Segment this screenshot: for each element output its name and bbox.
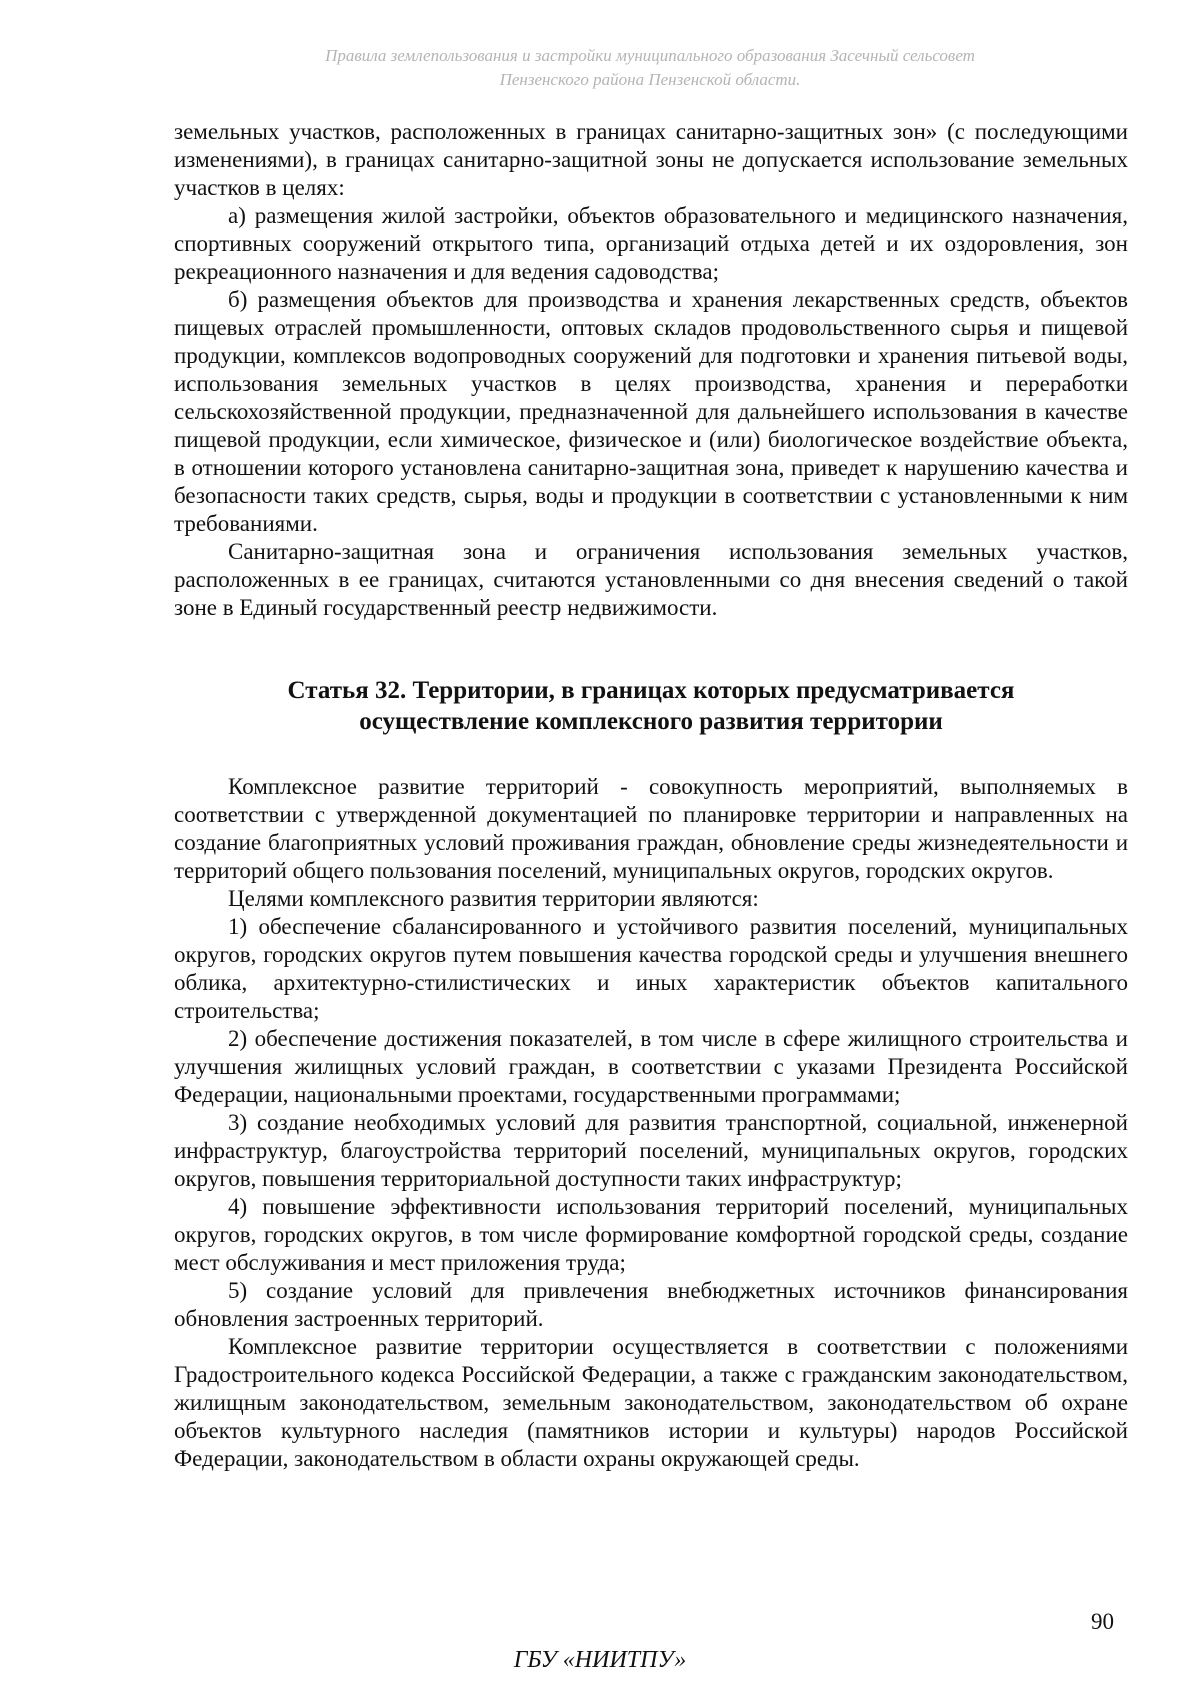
article-paragraph-legislation: Комплексное развитие территории осуществляется в соответствии с положениями Градостроительного кодекса Российской Федерации, а также с гражданским законодательством, жилищным законодательством, земельным законодательством, законодательством об охране объектов культурного наследия (памятников истории и культуры) народов Российской Федерации, законодательством в области охраны окружающей среды.: [174, 1334, 1128, 1471]
article-goal-4: 4) повышение эффективности использования территорий поселений, муниципальных округов, городских округов, в том числе формирование комфортной городской среды, создание мест обслуживания и мест приложения труда;: [174, 1194, 1128, 1275]
article-heading-line-1: Статья 32. Территории, в границах которых предусматривается: [287, 677, 1015, 704]
running-header-line-1: Правила землепользования и застройки муниципального образования Засечный сельсовет: [325, 46, 975, 65]
page-footer: ГБУ «НИИТПУ»: [513, 1647, 687, 1673]
article-goal-5: 5) создание условий для привлечения внебюджетных источников финансирования обновления застроенных территорий.: [174, 1278, 1128, 1331]
article-heading-line-2: осуществление комплексного развития территории: [359, 708, 943, 735]
article-heading: [174, 675, 1128, 737]
page-number: 90: [1091, 1609, 1114, 1634]
running-header: [200, 44, 1100, 92]
article-goal-3: 3) создание необходимых условий для развития транспортной, социальной, инженерной инфраструктур, благоустройства территорий поселений, муниципальных округов, городских округов, повышения территориальной доступности таких инфраструктур;: [174, 1110, 1128, 1191]
article-goal-2: 2) обеспечение достижения показателей, в том числе в сфере жилищного строительства и улучшения жилищных условий граждан, в соответствии с указами Президента Российской Федерации, национальными проектами, государственными программами;: [174, 1026, 1128, 1107]
paragraph-item-b: б) размещения объектов для производства и хранения лекарственных средств, объектов пищевых отраслей промышленности, оптовых складов продовольственного сырья и пищевой продукции, комплексов водопроводных сооружений для подготовки и хранения питьевой воды, использования земельных участков в целях производства, хранения и переработки сельскохозяйственной продукции, предназначенной для дальнейшего использования в качестве пищевой продукции, если химическое, физическое и (или) биологическое воздействие объекта, в отношении которого установлена санитарно-защитная зона, приведет к нарушению качества и безопасности таких средств, сырья, воды и продукции в соответствии с установленными к ним требованиями.: [174, 287, 1128, 536]
paragraph-sanitary-zone: Санитарно-защитная зона и ограничения использования земельных участков, расположенных в ее границах, считаются установленными со дня внесения сведений о такой зоне в Единый государственный реестр недвижимости.: [174, 539, 1128, 620]
running-header-line-2: Пензенского района Пензенской области.: [499, 70, 801, 89]
paragraph-item-a: а) размещения жилой застройки, объектов образовательного и медицинского назначения, спортивных сооружений открытого типа, организаций отдыха детей и их оздоровления, зон рекреационного назначения и для ведения садоводства;: [174, 203, 1128, 284]
paragraph-continuation: земельных участков, расположенных в границах санитарно-защитных зон» (с последующими изменениями), в границах санитарно-защитной зоны не допускается использование земельных участков в целях:: [174, 119, 1128, 200]
article-paragraph-goals-intro: Целями комплексного развития территории являются:: [228, 886, 759, 911]
document-body: [174, 118, 1128, 1473]
article-goal-1: 1) обеспечение сбалансированного и устойчивого развития поселений, муниципальных округов, городских округов путем повышения качества городской среды и улучшения внешнего облика, архитектурно-стилистических и иных характеристик объектов капитального строительства;: [174, 914, 1128, 1023]
article-paragraph-definition: Комплексное развитие территорий - совокупность мероприятий, выполняемых в соответствии с утвержденной документацией по планировке территории и направленных на создание благоприятных условий проживания граждан, обновление среды жизнедеятельности и территорий общего пользования поселений, муниципальных округов, городских округов.: [174, 774, 1128, 883]
